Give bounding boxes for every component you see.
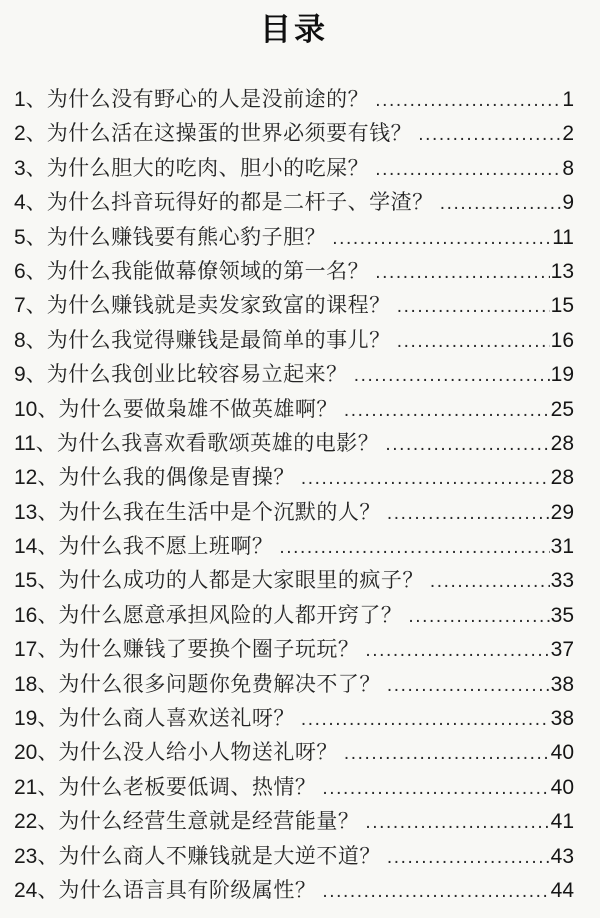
entry-number: 1、 [14, 88, 47, 111]
entry-title: 为什么经营生意就是经营能量？ [58, 809, 360, 834]
entry-title: 为什么赚钱要有熊心豹子胆？ [46, 224, 327, 249]
entry-page-number: 15 [550, 294, 574, 318]
entry-title: 为什么成功的人都是大家眼里的疯子？ [58, 568, 424, 593]
dot-leader [375, 151, 561, 187]
entry-page-number: 28 [550, 431, 574, 455]
toc-entry[interactable] [14, 220, 574, 254]
toc-entry[interactable] [14, 323, 574, 357]
dot-leader [440, 185, 562, 221]
toc-entry[interactable] [14, 392, 574, 426]
entry-page-number: 37 [550, 638, 574, 662]
entry-title: 为什么我在生活中是个沉默的人？ [58, 499, 381, 524]
entry-number: 18、 [14, 672, 59, 696]
dot-leader [375, 254, 549, 290]
entry-title: 为什么语言具有阶级属性？ [58, 877, 317, 902]
entry-number: 5、 [14, 225, 47, 249]
toc-entry[interactable] [14, 632, 574, 666]
dot-leader [279, 529, 549, 565]
dot-leader [322, 770, 549, 806]
entry-page-number: 31 [550, 535, 574, 559]
entry-title: 为什么没人给小人物送礼呀？ [58, 740, 338, 765]
entry-title: 为什么老板要低调、热情？ [58, 774, 317, 799]
dot-leader [430, 563, 550, 599]
dot-leader [387, 839, 550, 875]
entry-title: 为什么赚钱就是卖发家致富的课程？ [46, 293, 391, 318]
dot-leader [408, 598, 549, 634]
entry-number: 22、 [14, 810, 59, 834]
entry-number: 13、 [14, 500, 59, 524]
entry-page-number: 40 [550, 775, 574, 799]
entry-number: 3、 [14, 156, 47, 180]
entry-number: 19、 [14, 707, 59, 731]
entry-page-number: 13 [550, 259, 574, 283]
dot-leader [387, 667, 550, 703]
toc-entry[interactable] [14, 185, 574, 219]
dot-leader [301, 460, 550, 496]
entry-page-number: 35 [550, 603, 574, 627]
entry-page-number: 11 [552, 225, 574, 249]
toc-entry[interactable] [14, 839, 574, 873]
entry-number: 24、 [14, 878, 59, 902]
page-title: 目录 [260, 12, 328, 47]
entry-title: 为什么我能做幕僚领域的第一名？ [46, 258, 370, 283]
entry-number: 23、 [14, 844, 59, 868]
dot-leader [354, 357, 550, 393]
dot-leader [387, 495, 550, 531]
entry-title: 为什么我的偶像是曺操？ [58, 465, 295, 490]
entry-page-number: 8 [562, 156, 574, 180]
entry-number: 7、 [14, 294, 47, 318]
entry-number: 14、 [14, 535, 59, 559]
toc-entry[interactable] [14, 357, 574, 391]
entry-title: 为什么商人不赚钱就是大逆不道？ [58, 843, 381, 868]
dot-leader [397, 288, 550, 324]
entry-number: 20、 [14, 741, 59, 765]
toc-entry[interactable] [14, 701, 574, 735]
entry-page-number: 2 [562, 122, 574, 146]
entry-page-number: 41 [550, 810, 574, 834]
entry-number: 17、 [14, 638, 59, 662]
entry-number: 2、 [14, 122, 47, 146]
entry-number: 10、 [14, 397, 59, 421]
toc-entry[interactable] [14, 529, 574, 563]
dot-leader [375, 82, 561, 118]
entry-number: 9、 [14, 363, 47, 387]
entry-number: 11、 [14, 431, 57, 455]
entry-title: 为什么没有野心的人是没前途的？ [46, 87, 370, 111]
entry-page-number: 38 [550, 672, 574, 696]
entry-title: 为什么我创业比较容易立起来？ [46, 362, 348, 387]
toc-entry[interactable] [14, 426, 574, 460]
toc-entry[interactable] [14, 770, 574, 804]
entry-page-number: 43 [550, 844, 574, 868]
entry-title: 为什么胆大的吃肉、胆小的吃屎？ [46, 155, 370, 180]
toc-entry[interactable] [14, 460, 574, 494]
entry-page-number: 40 [550, 741, 574, 765]
entry-page-number: 33 [550, 569, 574, 593]
dot-leader [365, 804, 549, 840]
entry-title: 为什么我喜欢看歌颂英雄的电影？ [56, 430, 380, 455]
entry-page-number: 25 [550, 397, 574, 421]
toc-entry[interactable] [14, 667, 574, 701]
entry-page-number: 16 [550, 328, 574, 352]
toc-list [14, 82, 574, 907]
dot-leader [365, 632, 549, 668]
toc-entry[interactable] [14, 563, 574, 597]
entry-page-number: 1 [562, 88, 574, 111]
entry-number: 15、 [14, 569, 59, 593]
dot-leader [332, 220, 551, 256]
toc-entry[interactable] [14, 288, 574, 322]
entry-page-number: 38 [550, 707, 574, 731]
entry-number: 4、 [14, 191, 47, 215]
entry-title: 为什么愿意承担风险的人都开窍了？ [58, 602, 403, 627]
entry-title: 为什么很多问题你免费解决不了？ [58, 671, 381, 696]
entry-page-number: 29 [550, 500, 574, 524]
dot-leader [322, 873, 549, 909]
dot-leader [385, 426, 549, 462]
entry-page-number: 9 [562, 191, 574, 215]
toc-entry[interactable] [14, 873, 574, 907]
toc-entry[interactable] [14, 735, 574, 769]
dot-leader [344, 392, 550, 428]
entry-number: 8、 [14, 328, 47, 352]
entry-page-number: 44 [550, 878, 574, 902]
toc-entry[interactable] [14, 804, 574, 838]
entry-page-number: 28 [550, 466, 574, 490]
entry-title: 为什么赚钱了要换个圈子玩玩？ [58, 637, 360, 662]
toc-entry[interactable] [14, 151, 574, 185]
toc-entry[interactable] [14, 116, 574, 150]
dot-leader [418, 116, 561, 152]
toc-entry[interactable] [14, 82, 574, 116]
entry-number: 12、 [14, 466, 59, 490]
toc-entry[interactable] [14, 598, 574, 632]
dot-leader [397, 323, 550, 359]
entry-title: 为什么商人喜欢送礼呀？ [58, 706, 295, 731]
entry-title: 为什么我不愿上班啊？ [58, 534, 274, 559]
dot-leader [344, 735, 550, 771]
entry-number: 21、 [14, 775, 59, 799]
entry-title: 为什么我觉得赚钱是最简单的事儿？ [46, 327, 391, 352]
toc-entry[interactable] [14, 495, 574, 529]
dot-leader [301, 701, 550, 737]
entry-page-number: 19 [550, 363, 574, 387]
entry-title: 为什么活在这操蛋的世界必须要有钱？ [46, 121, 413, 146]
entry-number: 6、 [14, 259, 47, 283]
toc-entry[interactable] [14, 254, 574, 288]
entry-title: 为什么要做枭雄不做英雄啊？ [58, 396, 338, 421]
entry-number: 16、 [14, 603, 59, 627]
entry-title: 为什么抖音玩得好的都是二杆子、学渣？ [46, 190, 434, 215]
